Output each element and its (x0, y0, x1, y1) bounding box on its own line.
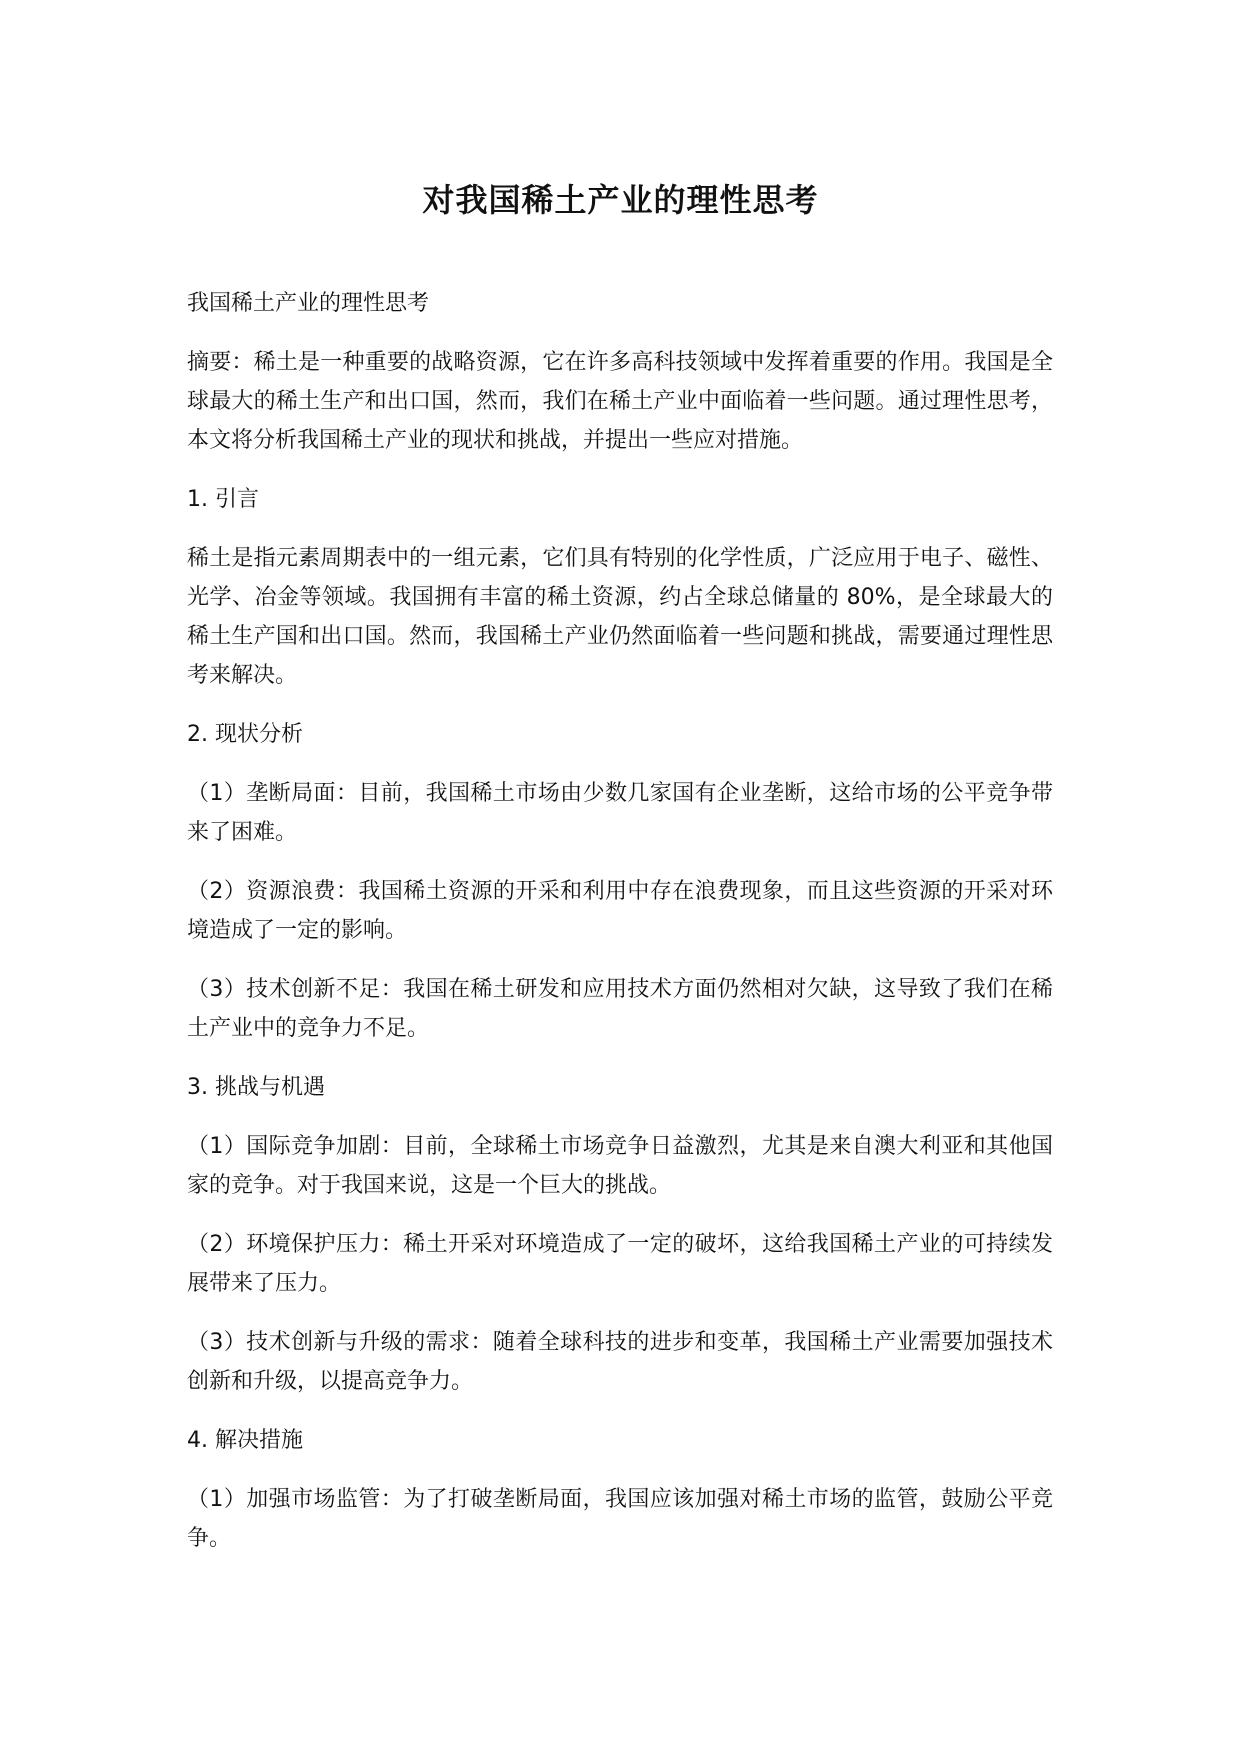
section-heading-status: 2. 现状分析 (187, 722, 303, 747)
introduction-paragraph: 稀土是指元素周期表中的一组元素，它们具有特别的化学性质，广泛应用于电子、磁性、光学、冶金等领域。我国拥有丰富的稀土资源，约占全球总储量的 80%，是全球最大的稀土生产国和出口国。然而，我国稀土产业仍然面临着一些问题和挑战，需要通过理性思考来解决。 (187, 546, 1053, 688)
section-heading-challenges: 3. 挑战与机遇 (187, 1075, 325, 1100)
measure-item-1: （1）加强市场监管：为了打破垄断局面，我国应该加强对稀土市场的监管，鼓励公平竞争。 (187, 1487, 1053, 1551)
abstract-paragraph: 摘要：稀土是一种重要的战略资源，它在许多高科技领域中发挥着重要的作用。我国是全球最大的稀土生产和出口国，然而，我们在稀土产业中面临着一些问题。通过理性思考，本文将分析我国稀土产业的现状和挑战，并提出一些应对措施。 (187, 350, 1053, 453)
status-item-2: （2）资源浪费：我国稀土资源的开采和利用中存在浪费现象，而且这些资源的开采对环境造成了一定的影响。 (187, 879, 1053, 943)
challenge-item-3: （3）技术创新与升级的需求：随着全球科技的进步和变革，我国稀土产业需要加强技术创新和升级，以提高竞争力。 (187, 1330, 1053, 1394)
challenge-item-2: （2）环境保护压力：稀土开采对环境造成了一定的破坏，这给我国稀土产业的可持续发展带来了压力。 (187, 1232, 1053, 1296)
document-title: 对我国稀土产业的理性思考 (422, 181, 819, 219)
section-heading-introduction: 1. 引言 (187, 487, 259, 512)
challenge-item-1: （1）国际竞争加剧：目前，全球稀土市场竞争日益激烈，尤其是来自澳大利亚和其他国家的竞争。对于我国来说，这是一个巨大的挑战。 (187, 1134, 1053, 1198)
document-body (187, 284, 1053, 1578)
status-item-1: （1）垄断局面：目前，我国稀土市场由少数几家国有企业垄断，这给市场的公平竞争带来了困难。 (187, 781, 1053, 845)
section-heading-measures: 4. 解决措施 (187, 1428, 303, 1453)
subtitle-paragraph: 我国稀土产业的理性思考 (187, 291, 430, 316)
status-item-3: （3）技术创新不足：我国在稀土研发和应用技术方面仍然相对欠缺，这导致了我们在稀土产业中的竞争力不足。 (187, 977, 1053, 1041)
